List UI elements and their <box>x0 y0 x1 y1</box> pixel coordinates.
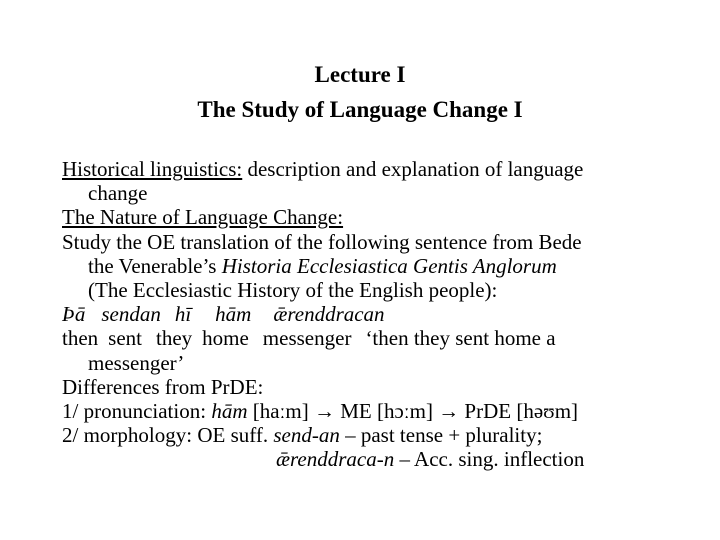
definition-continuation: change <box>88 181 148 206</box>
pronunciation-line: 1/ pronunciation: hām [haːm] → ME [hɔːm] → PrDE [həʊm] <box>62 398 579 423</box>
slide-body <box>62 157 682 471</box>
gloss-line <box>62 326 682 350</box>
sound-change: [haːm] → ME [hɔːm] → PrDE [həʊm] <box>247 398 579 423</box>
lecture-subtitle: The Study of Language Change I <box>197 97 523 122</box>
gloss-word: messenger <box>262 326 352 351</box>
gloss-translation: ‘then they sent home a <box>365 326 556 351</box>
example-word: hām <box>211 398 248 423</box>
example-noun: ǣrenddraca-n <box>276 447 395 472</box>
oe-sentence <box>62 302 682 326</box>
oe-word: ǣrenddracan <box>273 302 385 327</box>
oe-word: hām <box>215 302 252 327</box>
definition-text: description and explanation of language <box>242 157 584 181</box>
instruction-line: Study the OE translation of the following sentence from Bede <box>62 229 582 254</box>
gloss-word: they <box>155 326 193 351</box>
oe-word: sendan <box>101 302 161 327</box>
oe-word: hī <box>174 302 192 327</box>
differences-heading: Differences from PrDE: <box>62 374 264 399</box>
oe-word: Þā <box>62 302 86 327</box>
section-heading-nature: The Nature of Language Change: <box>62 205 344 230</box>
source-author: the Venerable’s <box>88 253 222 278</box>
source-translation: (The Ecclesiastic History of the English people): <box>88 277 498 302</box>
gloss-continuation: messenger’ <box>88 350 185 375</box>
lecture-title: Lecture I <box>314 62 406 87</box>
term-historical-linguistics: Historical linguistics: <box>62 157 243 181</box>
example-suffix: send-an <box>273 423 340 448</box>
gloss-word: then <box>62 326 99 351</box>
morphology-continuation: ǣrenddraca-n – Acc. sing. inflection <box>276 447 585 472</box>
gloss-word: sent <box>108 326 142 351</box>
source-title: Historia Ecclesiastica Gentis Anglorum <box>221 253 557 278</box>
source-line <box>62 254 682 278</box>
gloss-word: home <box>202 326 249 351</box>
morphology-line: 2/ morphology: OE suff. send-an – past tense + plurality; <box>62 423 543 448</box>
definition-line <box>62 157 682 181</box>
